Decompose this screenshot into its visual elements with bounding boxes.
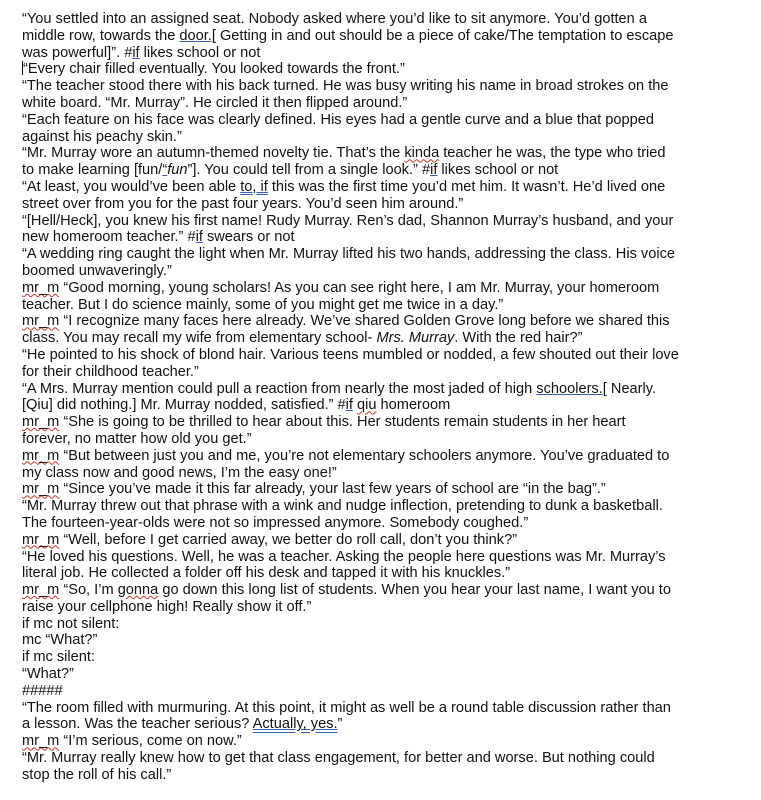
text-segment: street over from you for the past four years. You’d seen him around.” xyxy=(22,195,464,212)
text-line xyxy=(22,246,752,263)
text-segment: fun xyxy=(167,162,188,179)
text-segment: “Well, before I get carried away, we better do roll call, don’t you think?” xyxy=(59,531,518,548)
text-line xyxy=(22,297,752,314)
text-line xyxy=(22,431,752,448)
text-segment: mr_m xyxy=(22,531,60,548)
text-segment: qiu xyxy=(357,397,377,414)
text-line xyxy=(22,196,752,213)
text-segment: if xyxy=(345,397,353,414)
text-segment: “She is going to be thrilled to hear about this. Her students remain students in her heart xyxy=(59,414,626,431)
text-segment: door.[ xyxy=(179,27,216,44)
text-segment: “Each feature on his face was clearly defined. His eyes had a gentle curve and a blue that popped xyxy=(22,111,654,128)
text-segment: mr_m xyxy=(22,733,60,750)
text-segment: “At least, you would’ve been able xyxy=(22,178,241,195)
text-segment: Nearly. xyxy=(606,380,657,397)
text-segment: mr_m xyxy=(22,414,60,431)
text-segment: for their childhood teacher.” xyxy=(22,363,199,380)
text-segment: “[Hell/Heck], you knew his first name! Rudy Murray. Ren’s dad, Shannon Murray’s husband, and your xyxy=(22,212,674,229)
text-line xyxy=(22,263,752,280)
text-segment: “Good morning, young scholars! As you can see right here, I am Mr. Murray, your homeroom xyxy=(59,279,660,296)
text-line xyxy=(22,649,752,666)
text-segment: my class now and good news, I’m the easy one!” xyxy=(22,464,337,481)
text-segment: “Mr. Murray wore an autumn-themed novelty tie. That’s the xyxy=(22,145,405,162)
text-segment: “He pointed to his shock of blond hair. Various teens mumbled or nodded, a few shouted out their love xyxy=(22,346,679,363)
text-segment: teacher. But I do science mainly, some of you might get me twice in a day.” xyxy=(22,296,504,313)
text-segment: [Qiu] did nothing.] Mr. Murray nodded, satisfied.” # xyxy=(22,397,346,414)
text-line xyxy=(22,716,752,733)
text-line xyxy=(22,145,752,162)
text-segment: schoolers.[ xyxy=(536,380,607,397)
text-segment: forever, no matter how old you get.” xyxy=(22,430,252,447)
text-segment: “Mr. Murray really knew how to get that class engagement, for better and worse. But nothing could xyxy=(22,750,655,767)
text-line xyxy=(22,78,752,95)
text-segment: “He loved his questions. Well, he was a teacher. Asking the people here questions was Mr. Murray’s xyxy=(22,548,666,565)
text-line xyxy=(22,162,752,179)
text-segment: “So, I’m xyxy=(59,582,118,599)
text-line xyxy=(22,381,752,398)
text-line xyxy=(22,112,752,129)
text-line xyxy=(22,45,752,62)
text-segment: Mrs. Murray xyxy=(376,330,455,347)
text-segment: mr_m xyxy=(22,582,60,599)
text-segment: was powerful]”. # xyxy=(22,44,133,61)
text-segment: this was the first time you’d met him. It wasn’t. He’d lived one xyxy=(267,178,666,195)
text-line xyxy=(22,582,752,599)
text-segment: mc “What?” xyxy=(22,632,98,649)
text-segment: if xyxy=(132,44,140,61)
text-line xyxy=(22,347,752,364)
text-segment: ”]. You could tell from a single look.” # xyxy=(187,162,431,179)
text-segment: “I recognize many faces here already. We’ve shared Golden Grove long before we shared this xyxy=(59,313,670,330)
text-line xyxy=(22,599,752,616)
text-segment: raise your cellphone high! Really show it off.” xyxy=(22,598,312,615)
text-segment: if mc silent: xyxy=(22,649,95,666)
text-segment: “Since you’ve made it this far already, your last few years of school are “in the bag”.” xyxy=(59,481,606,498)
text-segment: mr_m xyxy=(22,447,60,464)
text-segment: “Mr. Murray threw out that phrase with a wink and nudge inflection, pretending to dunk a basketball. xyxy=(22,498,663,515)
text-line xyxy=(22,11,752,28)
text-segment: “You settled into an assigned seat. Nobody asked where you’d like to sit anymore. You’d gotten a xyxy=(22,11,647,27)
text-segment: ” xyxy=(337,716,343,733)
text-segment: ##### xyxy=(22,682,63,699)
text-line xyxy=(22,330,752,347)
text-segment: if xyxy=(195,229,203,246)
text-segment: “The room filled with murmuring. At this point, it might as well be a round table discussion rather than xyxy=(22,699,671,716)
text-line xyxy=(22,313,752,330)
text-segment: swears or not xyxy=(202,229,295,246)
text-line xyxy=(22,465,752,482)
text-line xyxy=(22,179,752,196)
text-segment: against his peachy skin.” xyxy=(22,128,182,145)
text-segment: likes school or not xyxy=(139,44,261,61)
text-line xyxy=(22,498,752,515)
text-line xyxy=(22,448,752,465)
text-segment: if xyxy=(430,162,438,179)
text-segment: “But between just you and me, you’re not elementary schoolers anymore. You’ve graduated to xyxy=(59,447,670,464)
text-line xyxy=(22,616,752,633)
text-segment: gonna xyxy=(117,582,159,599)
text-segment: “Every chair filled eventually. You looked towards the front.” xyxy=(23,61,405,78)
text-line xyxy=(22,28,752,45)
text-segment: class. You may recall my wife from elementary school- xyxy=(22,330,377,347)
text-segment: “ xyxy=(162,162,168,179)
text-segment: a lesson. Was the teacher serious? xyxy=(22,716,253,733)
text-segment: “The teacher stood there with his back turned. He was busy writing his name in broad strokes on the xyxy=(22,78,669,95)
text-line xyxy=(22,532,752,549)
text-line xyxy=(22,61,752,78)
text-line xyxy=(22,229,752,246)
text-segment: literal job. He collected a folder off his desk and tapped it with his knuckles.” xyxy=(22,565,511,582)
text-segment: new homeroom teacher.” # xyxy=(22,229,196,246)
text-line xyxy=(22,397,752,414)
text-line xyxy=(22,632,752,649)
text-segment: “What?” xyxy=(22,666,74,683)
text-line xyxy=(22,565,752,582)
text-line xyxy=(22,364,752,381)
text-segment: mr_m xyxy=(22,313,60,330)
text-line xyxy=(22,213,752,230)
text-segment: homeroom xyxy=(376,397,451,414)
text-segment: white board. “Mr. Murray”. He circled it then flipped around.” xyxy=(22,94,408,111)
text-line xyxy=(22,750,752,767)
text-segment: teacher he was, the type who tried xyxy=(439,145,666,162)
text-line xyxy=(22,95,752,112)
text-line xyxy=(22,549,752,566)
text-segment: stop the roll of his call.” xyxy=(22,766,172,783)
text-segment: Getting in and out should be a piece of cake/The temptation to escape xyxy=(215,27,674,44)
text-segment: to, if xyxy=(240,178,268,195)
text-line xyxy=(22,700,752,717)
text-segment: . With the red hair?” xyxy=(454,330,583,347)
text-segment: The fourteen-year-olds were not so impressed anymore. Somebody coughed.” xyxy=(22,514,529,531)
text-segment: boomed unwaveringly.” xyxy=(22,262,172,279)
text-segment: likes school or not xyxy=(437,162,559,179)
text-line xyxy=(22,733,752,750)
text-segment: mr_m xyxy=(22,279,60,296)
text-segment: go down this long list of students. When you hear your last name, I want you to xyxy=(158,582,671,599)
text-segment: kinda xyxy=(404,145,440,162)
text-segment: if mc not silent: xyxy=(22,615,120,632)
text-segment: “A Mrs. Murray mention could pull a reaction from nearly the most jaded of high xyxy=(22,380,537,397)
text-line xyxy=(22,683,752,700)
text-line xyxy=(22,414,752,431)
text-line xyxy=(22,767,752,784)
text-line xyxy=(22,129,752,146)
text-line xyxy=(22,280,752,297)
text-segment: Actually, yes. xyxy=(252,716,338,733)
text-segment: mr_m xyxy=(22,481,60,498)
text-line xyxy=(22,481,752,498)
text-line xyxy=(22,666,752,683)
text-line xyxy=(22,515,752,532)
document-body xyxy=(22,11,752,784)
text-segment: “A wedding ring caught the light when Mr. Murray lifted his two hands, addressing the class. His voice xyxy=(22,246,675,263)
text-segment: to make learning [fun/ xyxy=(22,162,163,179)
text-segment: middle row, towards the xyxy=(22,27,180,44)
text-segment: “I’m serious, come on now.” xyxy=(59,733,242,750)
